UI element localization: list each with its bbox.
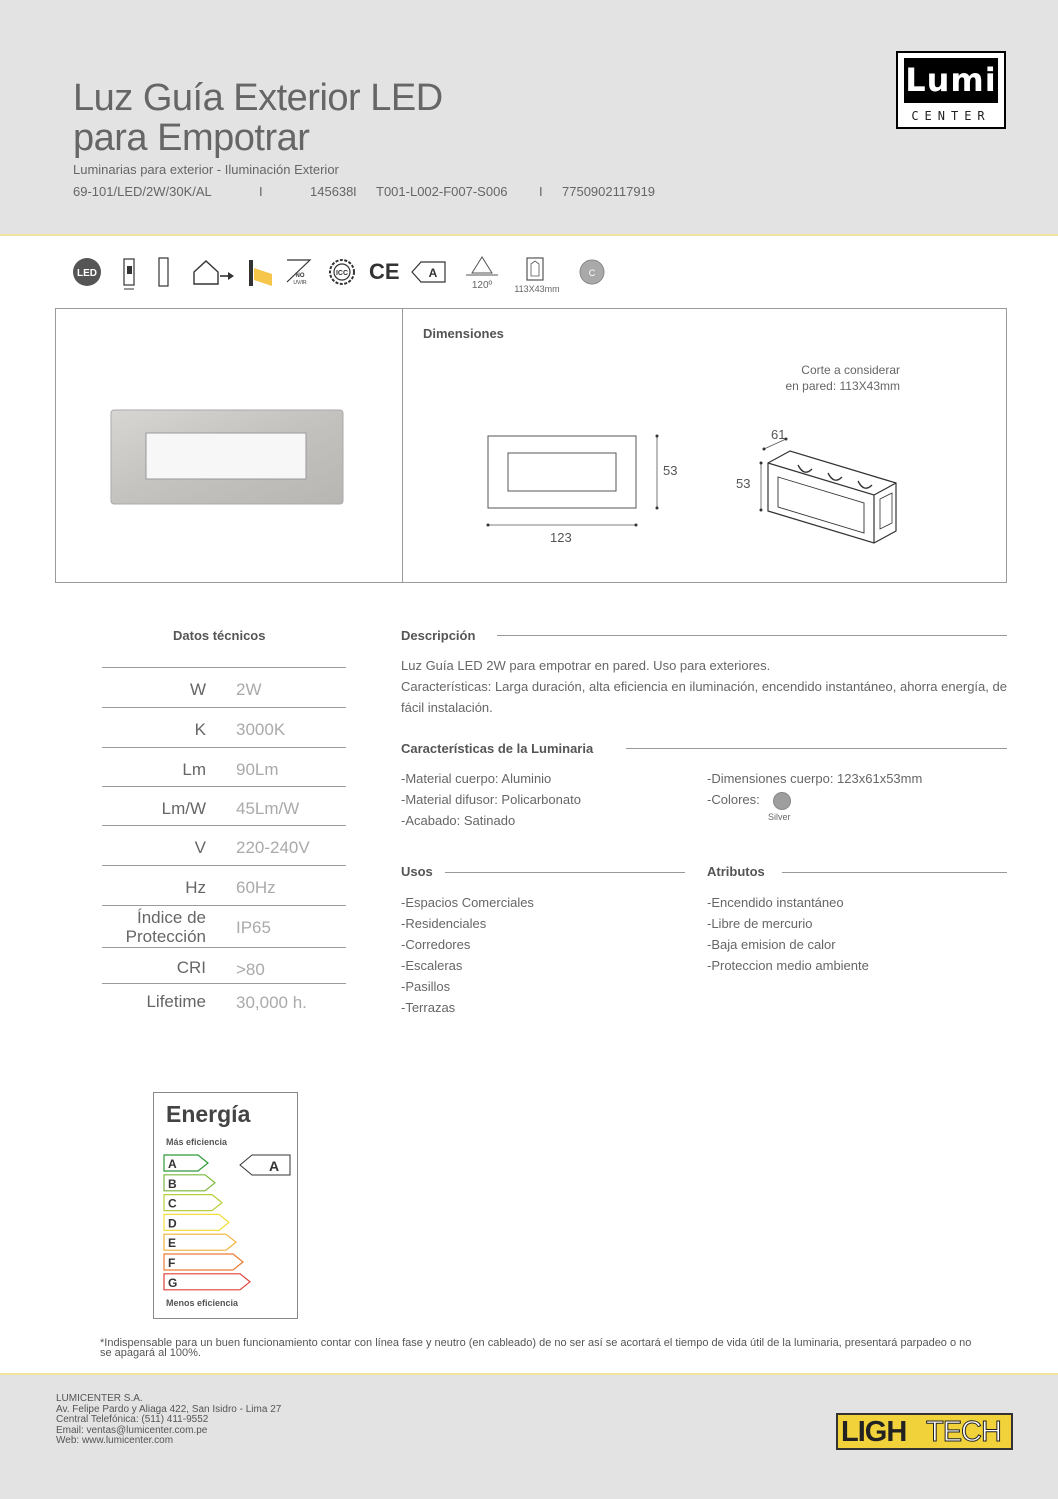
tech-key <box>126 908 206 946</box>
svg-text:F: F <box>168 1256 176 1270</box>
title-line-2: para Empotrar <box>73 117 310 159</box>
cutout-icon <box>510 256 570 303</box>
tech-key: W <box>189 680 206 699</box>
tech-row-cri <box>102 947 346 984</box>
footer-phone: Central Telefónica: (511) 411-9552 <box>56 1414 209 1425</box>
energy-bottom-label: Menos eficiencia <box>166 1298 239 1308</box>
atributos-item: -Encendido instantáneo <box>707 895 844 910</box>
usos-item: -Residenciales <box>401 916 487 931</box>
usos-item: -Escaleras <box>401 958 463 973</box>
tech-key-line-1: Índice de <box>137 908 206 927</box>
svg-text:D: D <box>168 1216 177 1231</box>
title-line-1: Luz Guía Exterior LED <box>73 77 443 119</box>
energy-title: Energía <box>166 1101 251 1127</box>
page-subtitle: Luminarias para exterior - Iluminación Exterior <box>73 162 339 177</box>
isometric-drawing <box>746 427 916 552</box>
tech-key: V <box>194 838 206 857</box>
features-dimensions: -Dimensiones cuerpo: 123x61x53mm <box>707 771 923 786</box>
svg-text:ICC: ICC <box>335 270 349 277</box>
svg-text:NO: NO <box>295 273 305 279</box>
svg-text:C: C <box>168 1196 177 1211</box>
tech-row-hz <box>102 865 346 906</box>
cutout-note-line-1: Corte a considerar <box>801 363 900 377</box>
energy-class-c <box>164 1195 222 1211</box>
wall-light-icon <box>246 258 276 293</box>
product-catalog-code: T001-L002-F007-S006 <box>376 184 508 199</box>
code-separator: I <box>259 184 263 199</box>
description-rule <box>497 635 1007 636</box>
svg-text:120º: 120º <box>471 280 493 291</box>
usos-list <box>401 892 534 1018</box>
logo-center-text: CENTER <box>911 109 991 123</box>
usos-heading: Usos <box>401 864 433 879</box>
tech-value: 2W <box>236 680 262 699</box>
front-view-drawing <box>476 427 696 552</box>
dim-side-height-label: 53 <box>736 476 751 491</box>
tech-row-v <box>102 825 346 866</box>
description-line-2: Características: Larga duración, alta eficiencia en iluminación, encendido instantáneo, ahorra energía, de fácil instalación. <box>401 679 1007 715</box>
page-title <box>73 78 443 158</box>
code-separator: I <box>539 184 543 199</box>
description-line-1: Luz Guía LED 2W para empotrar en pared. Uso para exteriores. <box>401 658 771 673</box>
tech-row-lmw <box>102 786 346 826</box>
dim-height-label: 53 <box>663 463 678 478</box>
wall-recessed-icon <box>120 257 140 296</box>
tech-value: 45Lm/W <box>236 799 300 818</box>
svg-text:113X43mm: 113X43mm <box>514 284 560 294</box>
tech-row-lifetime <box>102 983 346 1018</box>
tech-row-w <box>102 667 346 708</box>
tech-key: CRI <box>176 958 206 977</box>
features-colors-label: -Colores: <box>707 792 760 807</box>
energy-class-icon <box>411 261 447 288</box>
code-separator: I <box>353 184 357 199</box>
svg-text:A: A <box>428 266 438 280</box>
features-rule <box>626 748 1007 749</box>
usos-item: -Corredores <box>401 937 471 952</box>
footer-contact <box>56 1394 281 1447</box>
lightech-left: LIGH <box>841 1416 907 1448</box>
energy-class-e <box>164 1234 236 1250</box>
feature-item: -Acabado: Satinado <box>401 813 516 828</box>
cutout-note-line-2: en pared: 113X43mm <box>785 379 900 393</box>
svg-text:G: G <box>168 1275 178 1290</box>
tech-key: K <box>194 720 206 739</box>
dimensions-heading: Dimensiones <box>423 326 504 341</box>
svg-text:A: A <box>268 1158 280 1174</box>
tech-row-ip <box>102 905 346 948</box>
energy-class-g <box>164 1274 250 1290</box>
energy-class-f <box>164 1254 243 1270</box>
dim-depth-label: 61 <box>771 427 786 442</box>
energy-top-label: Más eficiencia <box>166 1137 228 1147</box>
energy-label <box>153 1092 298 1319</box>
svg-text:B: B <box>168 1176 177 1191</box>
product-id: 145638 <box>310 184 354 199</box>
description-text <box>401 655 1007 718</box>
footer-web: Web: www.lumicenter.com <box>56 1435 174 1446</box>
usos-item: -Terrazas <box>401 1000 456 1015</box>
energy-class-b <box>164 1175 215 1191</box>
lightech-logo <box>836 1413 1013 1450</box>
product-photo <box>110 409 344 510</box>
color-swatch-silver <box>773 792 791 810</box>
energy-class-a <box>164 1155 208 1171</box>
tech-value: 90Lm <box>236 760 279 779</box>
tech-value: >80 <box>236 960 265 979</box>
atributos-list <box>707 892 869 976</box>
tech-key: Hz <box>185 878 206 897</box>
tech-value: IP65 <box>236 918 271 937</box>
tech-key: Lm/W <box>161 799 206 818</box>
footer-address: Av. Felipe Pardo y Aliaga 422, San Isidro - Lima 27 <box>56 1403 282 1415</box>
tech-row-k <box>102 707 346 748</box>
svg-text:E: E <box>168 1236 177 1251</box>
usos-item: -Espacios Comerciales <box>401 895 534 910</box>
beam-angle-icon <box>462 255 502 296</box>
outdoor-house-icon <box>190 256 236 293</box>
led-badge-icon <box>72 257 102 292</box>
icc-icon <box>328 256 358 293</box>
svg-text:LED: LED <box>77 268 97 279</box>
feature-icons <box>70 255 630 300</box>
atributos-item: -Baja emision de calor <box>707 937 836 952</box>
wall-mount-icon <box>156 256 172 293</box>
product-model: 69-101/LED/2W/30K/AL <box>73 184 212 199</box>
tech-data-heading: Datos técnicos <box>173 628 266 643</box>
tech-key: Lifetime <box>146 992 206 1011</box>
tech-key: Lm <box>182 760 206 779</box>
atributos-item: -Libre de mercurio <box>707 916 813 931</box>
tech-key-line-2: Protección <box>125 927 206 946</box>
footnote: *Indispensable para un buen funcionamiento contar con línea fase y neutro (en cableado) de no ser así se acortará el tiempo de vida útil de la luminaria, presentará parpadeo o no se apagará al 100%. <box>100 1337 972 1359</box>
energy-class-d <box>164 1214 229 1230</box>
box-divider <box>402 309 403 582</box>
product-dimensions-box <box>55 308 1007 583</box>
product-barcode: 7750902117919 <box>562 184 656 199</box>
usos-rule <box>445 872 685 873</box>
svg-text:UV/IR: UV/IR <box>293 280 307 286</box>
tech-value: 30,000 h. <box>236 993 307 1012</box>
feature-item: -Material difusor: Policarbonato <box>401 792 581 807</box>
ce-mark-icon: CE <box>369 259 400 284</box>
features-left-list <box>401 768 581 831</box>
svg-text:C: C <box>588 268 596 278</box>
energy-rating-marker <box>240 1155 290 1175</box>
color-swatch-label: Silver <box>768 812 791 822</box>
lightech-right: TECH <box>926 1416 1001 1448</box>
lumicenter-logo <box>896 51 1006 129</box>
usos-item: -Pasillos <box>401 979 451 994</box>
logo-lumi-text: Lumi <box>904 58 998 103</box>
footer-email: Email: ventas@lumicenter.com.pe <box>56 1424 208 1436</box>
energy-bars <box>162 1153 294 1293</box>
footer-company: LUMICENTER S.A. <box>56 1393 143 1404</box>
features-heading: Características de la Luminaria <box>401 741 594 756</box>
feature-item: -Material cuerpo: Aluminio <box>401 771 552 786</box>
cutout-note <box>756 362 900 394</box>
tech-value: 220-240V <box>236 838 310 857</box>
atributos-item: -Proteccion medio ambiente <box>707 958 869 973</box>
tech-value: 60Hz <box>236 878 276 897</box>
description-heading: Descripción <box>401 628 476 643</box>
atributos-heading: Atributos <box>707 864 765 879</box>
atributos-rule <box>782 872 1007 873</box>
dim-width-label: 123 <box>550 530 572 545</box>
tech-value: 3000K <box>236 720 286 739</box>
tech-row-lm <box>102 747 346 787</box>
no-uv-ir-icon <box>284 256 314 293</box>
svg-text:A: A <box>168 1157 177 1171</box>
color-silver-icon <box>578 258 606 291</box>
